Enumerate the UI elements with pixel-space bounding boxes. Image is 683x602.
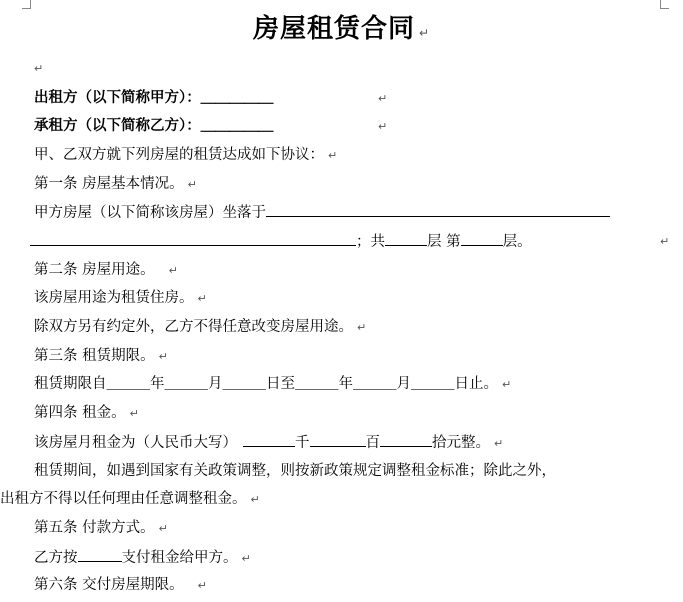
intro-text: 甲、乙双方就下列房屋的租赁达成如下协议： xyxy=(34,147,324,163)
article-4-adjust-text: 租赁期间，如遇到国家有关政策调整，则按新政策规定调整租金标准；除此之外， xyxy=(34,463,556,479)
floor-number-label: 层 第 xyxy=(427,234,461,250)
article-2-text: 第二条 房屋用途。 xyxy=(34,262,155,278)
paragraph-mark-icon: ↵ xyxy=(378,120,388,133)
paragraph-mark-icon: ↵ xyxy=(197,292,207,305)
article-2-use-line[interactable] xyxy=(34,288,207,309)
article-4-adjust-line-2[interactable] xyxy=(0,489,260,510)
paragraph-mark-icon: ↵ xyxy=(328,149,338,162)
paragraph-mark-icon: ↵ xyxy=(357,321,367,334)
rent-hundreds-blank[interactable] xyxy=(310,432,366,447)
rent-tens-blank[interactable] xyxy=(380,432,432,447)
article-2-except-text: 除双方另有约定外，乙方不得任意改变房屋用途。 xyxy=(34,319,353,335)
payment-method-blank[interactable] xyxy=(78,547,122,562)
lessor-text: 出租方（以下简称甲方）：＿＿＿＿＿ xyxy=(34,90,274,106)
paragraph-mark-icon: ↵ xyxy=(502,378,512,391)
location-blank[interactable] xyxy=(266,202,610,217)
article-5-heading[interactable] xyxy=(34,518,168,539)
article-3-term-line[interactable] xyxy=(34,374,511,395)
article-4-rent-line[interactable] xyxy=(34,432,503,454)
article-3-heading[interactable] xyxy=(34,346,168,367)
paragraph-mark-icon: ↵ xyxy=(378,92,388,105)
article-5-text: 第五条 付款方式。 xyxy=(34,520,155,536)
floor-total-label: ；共 xyxy=(356,234,385,250)
article-4-text: 第四条 租金。 xyxy=(34,405,126,421)
article-6-text: 第六条 交付房屋期限。 xyxy=(34,577,184,593)
paragraph-mark-icon: ↵ xyxy=(158,350,168,363)
lessor-line[interactable] xyxy=(34,88,273,108)
paragraph-mark-icon: ↵ xyxy=(660,235,670,248)
article-1-text: 第一条 房屋基本情况。 xyxy=(34,176,184,192)
rent-hundreds-unit: 百 xyxy=(365,435,380,451)
article-2-except-line[interactable] xyxy=(34,317,366,338)
article-6-heading[interactable] xyxy=(34,575,207,596)
lessee-line[interactable] xyxy=(34,116,273,136)
rent-thousands-blank[interactable] xyxy=(243,432,295,447)
intro-line[interactable] xyxy=(34,145,337,166)
location-blank-continued[interactable] xyxy=(30,231,356,246)
payment-label: 乙方按 xyxy=(34,550,78,566)
article-2-heading[interactable] xyxy=(34,260,178,281)
location-label: 甲方房屋（以下简称该房屋）坐落于 xyxy=(34,205,266,221)
paragraph-mark-icon: ↵ xyxy=(168,264,178,277)
payment-suffix: 支付租金给甲方。 xyxy=(121,550,238,566)
lessee-text: 承租方（以下简称乙方）：＿＿＿＿＿ xyxy=(34,118,274,134)
paragraph-mark-icon: ↵ xyxy=(187,178,197,191)
rent-label: 该房屋月租金为（人民币大写） xyxy=(34,435,237,451)
article-1-location-line[interactable] xyxy=(34,202,610,223)
document-title[interactable] xyxy=(0,8,683,45)
article-1-floor-line[interactable] xyxy=(30,231,532,252)
rent-tens-unit: 拾元整。 xyxy=(432,435,490,451)
document-title-text: 房屋租赁合同 xyxy=(252,14,415,44)
article-1-heading[interactable] xyxy=(34,174,197,195)
paragraph-mark-icon: ↵ xyxy=(418,26,431,40)
floor-suffix: 层。 xyxy=(502,234,532,250)
article-2-use-text: 该房屋用途为租赁住房。 xyxy=(34,290,194,306)
paragraph-mark-icon: ↵ xyxy=(250,493,260,506)
rent-thousands-unit: 千 xyxy=(295,435,310,451)
paragraph-mark-icon: ↵ xyxy=(241,552,251,565)
paragraph-mark-icon: ↵ xyxy=(494,437,504,450)
article-3-text: 第三条 租赁期限。 xyxy=(34,348,155,364)
article-3-term-text: 租赁期限自＿＿＿年＿＿＿月＿＿＿日至＿＿＿年＿＿＿月＿＿＿日止。 xyxy=(34,376,498,392)
article-4-adjust-text-2: 出租方不得以任何理由任意调整租金。 xyxy=(0,491,247,507)
article-4-heading[interactable] xyxy=(34,403,139,424)
paragraph-mark-icon: ↵ xyxy=(197,579,207,592)
floor-total-blank[interactable] xyxy=(385,231,427,246)
article-5-pay-line[interactable] xyxy=(34,547,251,569)
floor-number-blank[interactable] xyxy=(461,231,503,246)
article-4-adjust-line[interactable] xyxy=(34,461,556,481)
paragraph-mark-icon: ↵ xyxy=(158,522,168,535)
paragraph-mark-icon: ↵ xyxy=(129,407,139,420)
paragraph-mark-icon: ↵ xyxy=(34,62,44,75)
